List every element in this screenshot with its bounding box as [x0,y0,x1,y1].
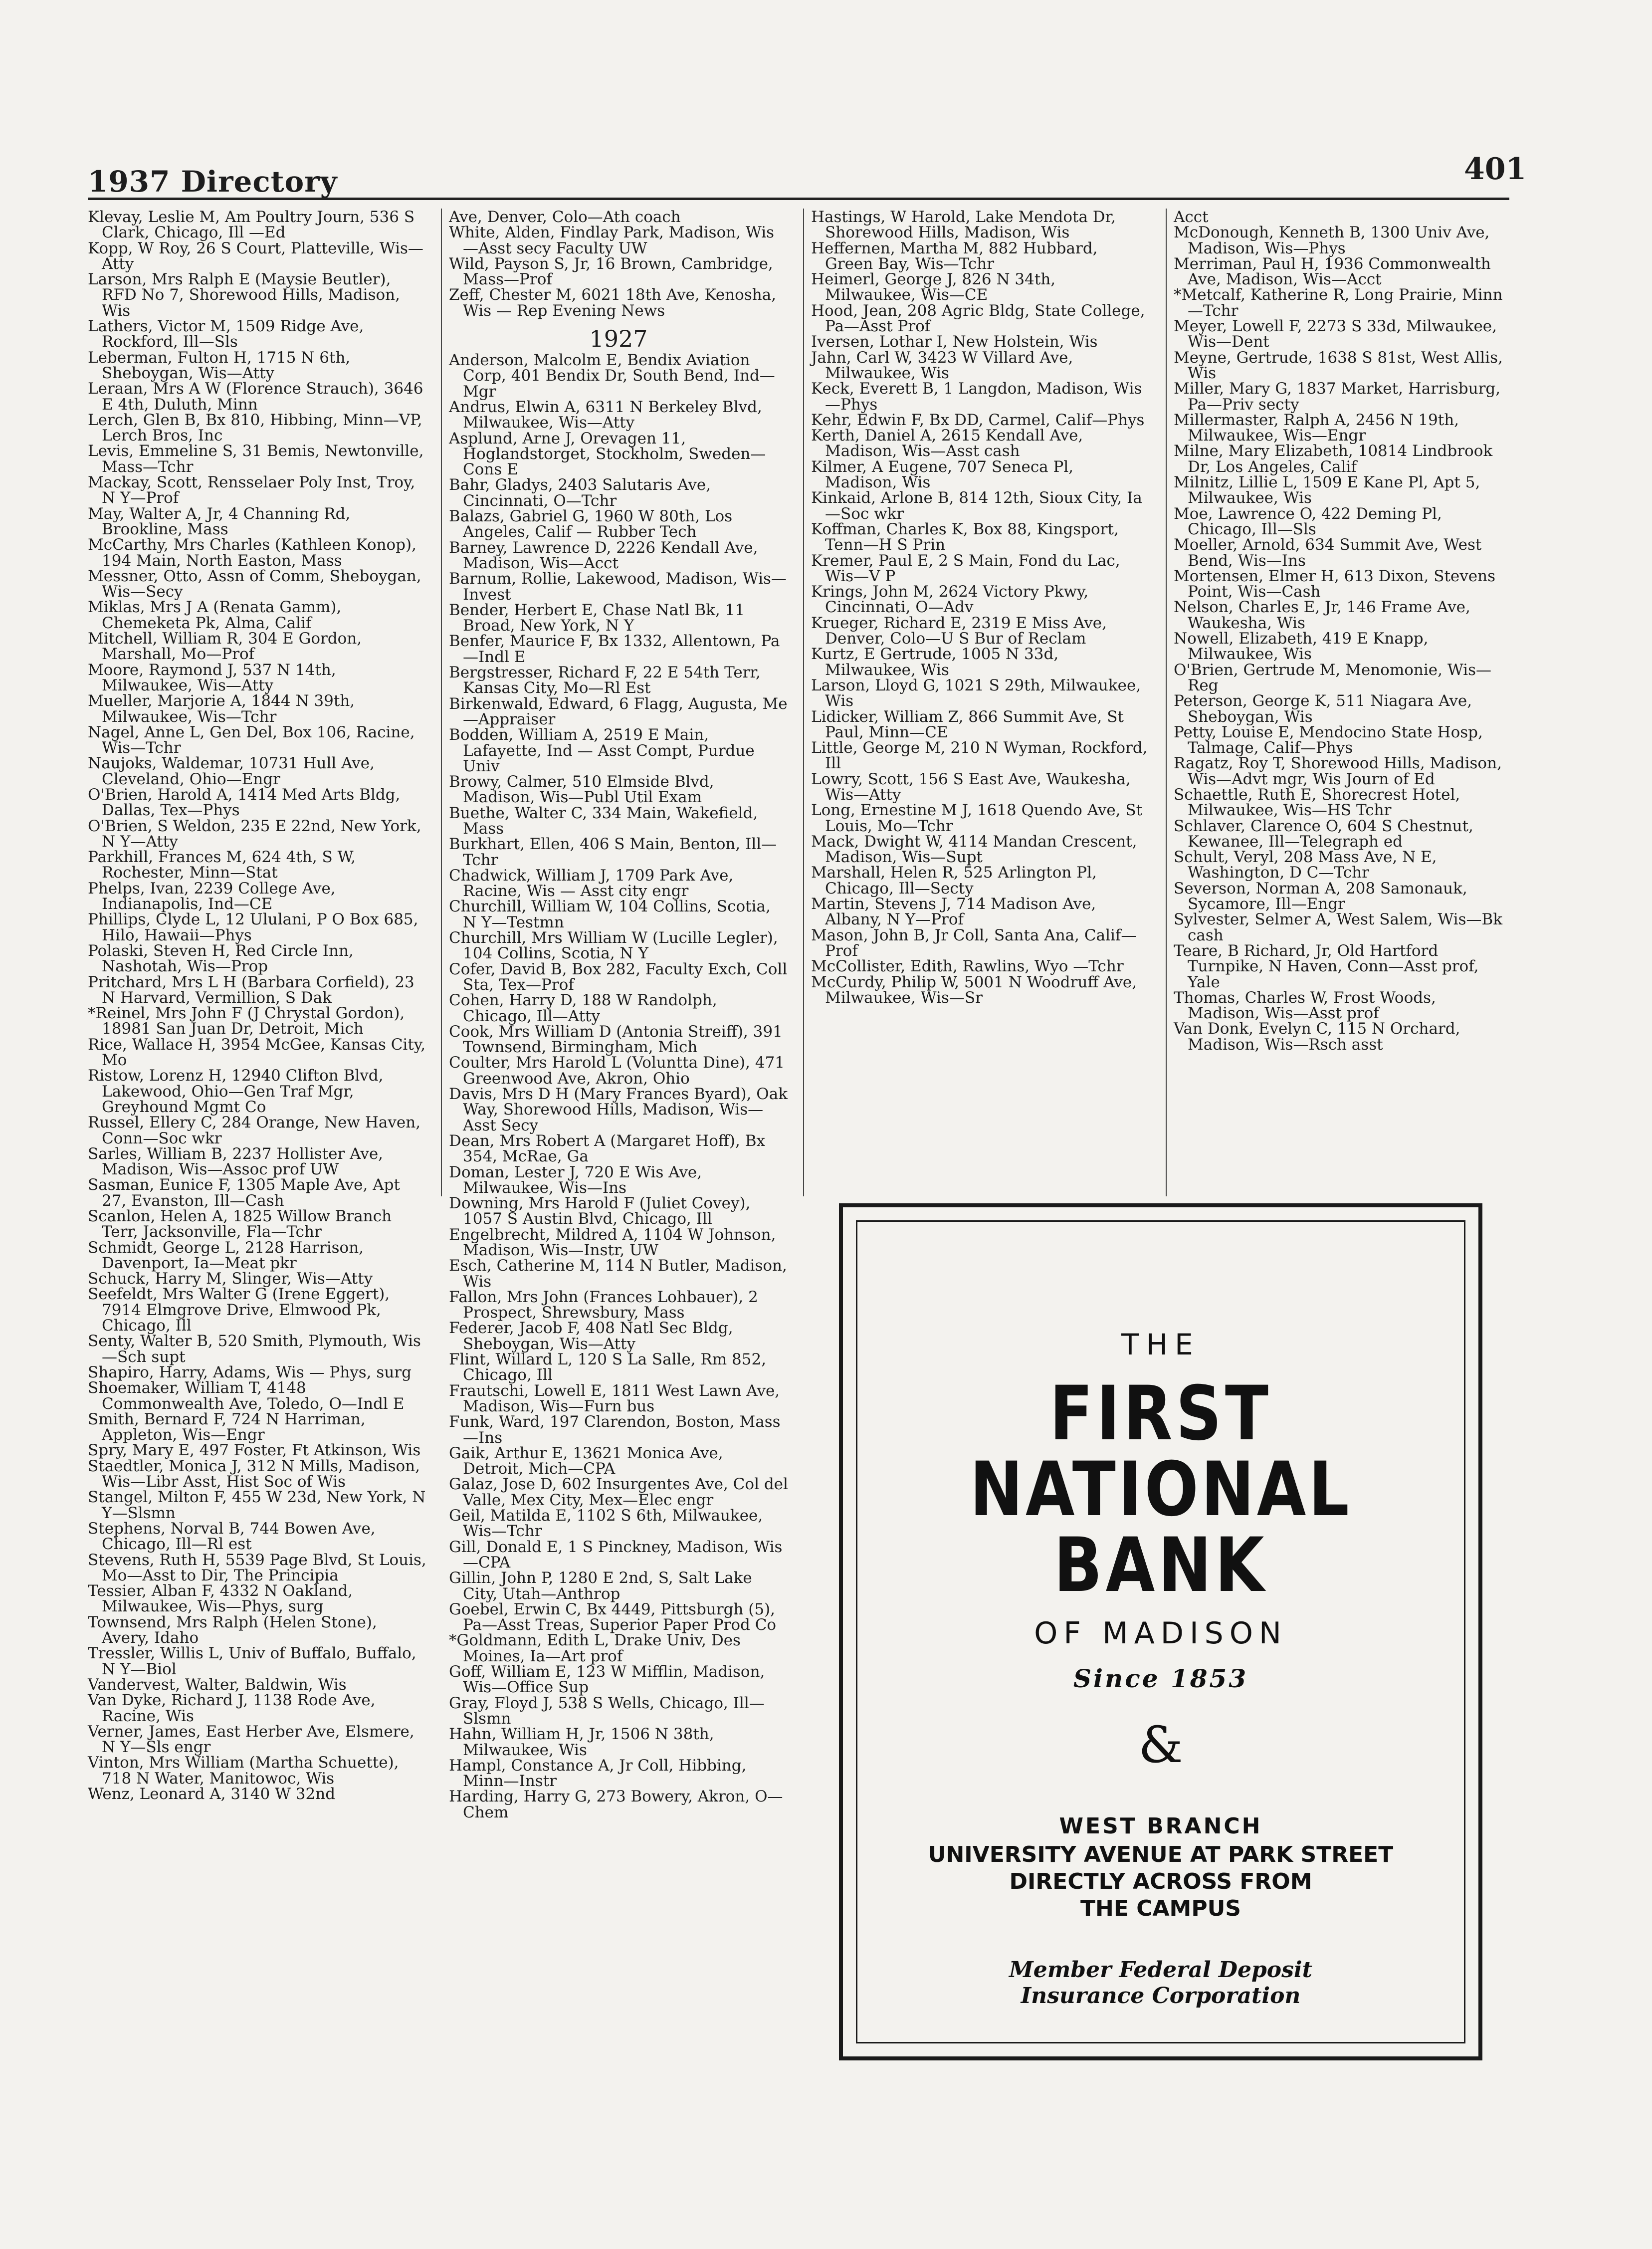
directory-entry: Federer, Jacob F, 408 Natl Sec Bldg, Sheboygan, Wis—Atty [449,1319,733,1353]
directory-entry: Zeff, Chester M, 6021 18th Ave, Kenosha, Wis — Rep Evening News [449,286,777,320]
directory-entry: Little, George M, 210 N Wyman, Rockford, Ill [811,739,1148,773]
header-rule [88,198,1509,200]
directory-entry: Rice, Wallace H, 3954 McGee, Kansas City, Mo [88,1035,426,1070]
directory-entry: *Goldmann, Edith L, Drake Univ, Des Moines, Ia—Art prof [449,1631,741,1665]
directory-entry: *Reinel, Mrs John F (J Chrystal Gordon), 18981 San Juan Dr, Detroit, Mich [88,1004,405,1038]
directory-entry: Stangel, Milton F, 455 W 23d, New York, N Y—Slsmn [88,1488,426,1522]
directory-entry: *Metcalf, Katherine R, Long Prairie, Minn—Tchr [1174,286,1503,320]
class-year-heading: 1927 [589,325,648,353]
directory-entry: Esch, Catherine M, 114 N Butler, Madison, Wis [449,1257,787,1291]
directory-entry: Lerch, Glen B, Bx 810, Hibbing, Minn—VP, Lerch Bros, Inc [88,411,422,445]
directory-entry: Balazs, Gabriel G, 1960 W 80th, Los Angeles, Calif — Rubber Tech [449,507,733,541]
directory-entry: Russel, Ellery C, 284 Orange, New Haven, Conn—Soc wkr [88,1114,421,1147]
directory-entry: Leberman, Fulton H, 1715 N 6th, Sheboygan, Wis—Atty [88,348,351,382]
directory-entry: Sarles, William B, 2237 Hollister Ave, Madison, Wis—Assoc prof UW [88,1144,384,1179]
directory-entry: Bodden, William A, 2519 E Main, Lafayette, Ind — Asst Compt, Purdue Univ [449,726,755,775]
directory-entry: O'Brien, Gertrude M, Menomonie, Wis—Reg [1174,661,1491,694]
directory-entry: Martin, Stevens J, 714 Madison Ave, Albany, N Y—Prof [811,895,1096,929]
directory-entry: Benfer, Maurice F, Bx 1332, Allentown, Pa—Indl E [449,632,780,666]
ad-since: Since 1853 [1073,1664,1248,1693]
directory-entry: Klevay, Leslie M, Am Poultry Journ, 536 S Clark, Chicago, Ill —Ed [88,208,415,242]
directory-entry: Meyne, Gertrude, 1638 S 81st, West Allis, Wis [1174,348,1503,382]
directory-entry: Shoemaker, William T, 4148 Commonwealth Ave, Toledo, O—Indl E [88,1379,405,1413]
directory-entry: Wenz, Leonard A, 3140 W 32nd [88,1785,336,1803]
directory-entry: Merriman, Paul H, 1936 Commonwealth Ave, Madison, Wis—Acct [1174,254,1491,289]
directory-entry: Andrus, Elwin A, 6311 N Berkeley Blvd, Milwaukee, Wis—Atty [449,398,762,432]
directory-entry: Frautschi, Lowell E, 1811 West Lawn Ave, Madison, Wis—Furn bus [449,1381,780,1415]
directory-entry: Stephens, Norval B, 744 Bowen Ave, Chicago, Ill—Rl est [88,1519,376,1554]
directory-entry: Ragatz, Roy T, Shorewood Hills, Madison, Wis—Advt mgr, Wis Journ of Ed [1174,754,1502,788]
directory-entry: Kehr, Edwin F, Bx DD, Carmel, Calif—Phys [811,411,1145,429]
directory-entry: Harding, Harry G, 273 Bowery, Akron, O—Chem [449,1788,783,1821]
bank-ad-inner-frame [856,1220,1465,2043]
directory-entry: Kremer, Paul E, 2 S Main, Fond du Lac, Wis—V P [811,551,1120,585]
directory-entry: White, Alden, Findlay Park, Madison, Wis—Asst secy Faculty UW [449,224,775,257]
ad-branch: WEST BRANCH [1059,1813,1262,1839]
directory-entry: Moore, Raymond J, 537 N 14th, Milwaukee, Wis—Atty [88,661,336,694]
directory-entry: Krueger, Richard E, 2319 E Miss Ave, Denver, Colo—U S Bur of Reclam [811,614,1107,648]
directory-entry: Ave, Denver, Colo—Ath coach [449,208,681,226]
directory-entry: Smith, Bernard F, 724 N Harriman, Appleton, Wis—Engr [88,1410,366,1444]
directory-entry: Krings, John M, 2624 Victory Pkwy, Cincinnati, O—Adv [811,583,1089,617]
directory-entry: Marshall, Helen R, 525 Arlington Pl, Chicago, Ill—Secty [811,864,1097,898]
directory-entry: Koffman, Charles K, Box 88, Kingsport, Tenn—H S Prin [811,520,1119,554]
directory-entry: Buethe, Walter C, 334 Main, Wakefield, Mass [449,804,758,838]
directory-entry: Phelps, Ivan, 2239 College Ave, Indianapolis, Ind—CE [88,879,336,913]
ad-fdic-line1: Member Federal Deposit [1009,1957,1312,1983]
directory-entry: Messner, Otto, Assn of Comm, Sheboygan, Wis—Secy [88,567,421,601]
directory-entry: Schlaver, Clarence O, 604 S Chestnut, Kewanee, Ill—Telegraph ed [1174,817,1473,851]
ad-address-line2: DIRECTLY ACROSS FROM [1009,1869,1312,1894]
directory-entry: Ristow, Lorenz H, 12940 Clifton Blvd, Lakewood, Ohio—Gen Traf Mgr, Greyhound Mgmt Co [88,1067,384,1116]
directory-entry: Cook, Mrs William D (Antonia Streiff), 391 Townsend, Birmingham, Mich [449,1022,783,1057]
directory-column-4 [1174,210,1513,1053]
ad-ornament-icon: & [1138,1716,1183,1774]
ad-of-madison: OF MADISON [1034,1616,1287,1651]
directory-entry: Larson, Mrs Ralph E (Maysie Beutler), RFD No 7, Shorewood Hills, Madison, Wis [88,270,400,320]
directory-entry: Lidicker, William Z, 866 Summit Ave, St Paul, Minn—CE [811,707,1124,741]
bank-advertisement [839,1203,1482,2060]
directory-entry: Milnitz, Lillie L, 1509 E Kane Pl, Apt 5, Milwaukee, Wis [1174,473,1480,507]
directory-entry: O'Brien, S Weldon, 235 E 22nd, New York, N Y—Atty [88,817,421,851]
directory-entry: Kurtz, E Gertrude, 1005 N 33d, Milwaukee, Wis [811,645,1059,679]
directory-entry: Gillin, John P, 1280 E 2nd, S, Salt Lake City, Utah—Anthrop [449,1569,752,1603]
directory-column-3 [811,210,1150,1006]
directory-entry: Millermaster, Ralph A, 2456 N 19th, Milwaukee, Wis—Engr [1174,411,1459,445]
directory-entry: Levis, Emmeline S, 31 Bemis, Newtonville, Mass—Tchr [88,442,424,476]
directory-entry: Bergstresser, Richard F, 22 E 54th Terr, Kansas City, Mo—Rl Est [449,664,761,697]
directory-entry: Browy, Calmer, 510 Elmside Blvd, Madison, Wis—Publ Util Exam [449,773,714,807]
directory-entry: Naujoks, Waldemar, 10731 Hull Ave, Cleveland, Ohio—Engr [88,754,375,788]
directory-entry: Nowell, Elizabeth, 419 E Knapp, Milwaukee, Wis [1174,630,1429,664]
directory-entry: Van Donk, Evelyn C, 115 N Orchard, Madison, Wis—Rsch asst [1174,1020,1460,1054]
directory-entry: Doman, Lester J, 720 E Wis Ave, Milwaukee, Wis—Ins [449,1163,702,1197]
directory-entry: Hahn, William H, Jr, 1506 N 38th, Milwaukee, Wis [449,1725,714,1759]
directory-entry: Hood, Jean, 208 Agric Bldg, State College, Pa—Asst Prof [811,301,1145,336]
directory-entry: Asplund, Arne J, Orevagen 11, Hoglandstorget, Stockholm, Sweden—Cons E [449,429,766,479]
ad-fdic [857,1957,1464,2009]
directory-entry: Vinton, Mrs William (Martha Schuette), 718 N Water, Manitowoc, Wis [88,1754,399,1788]
directory-entry: Scanlon, Helen A, 1825 Willow Branch Terr, Jacksonville, Fla—Tchr [88,1207,392,1241]
directory-entry: Sylvester, Selmer A, West Salem, Wis—Bk cash [1174,910,1503,944]
directory-entry: Lowry, Scott, 156 S East Ave, Waukesha, Wis—Atty [811,770,1131,804]
directory-entry: Meyer, Lowell F, 2273 S 33d, Milwaukee, Wis—Dent [1174,317,1497,351]
directory-entry: Gray, Floyd J, 538 S Wells, Chicago, Ill—Slsmn [449,1694,765,1728]
directory-entry: Polaski, Steven H, Red Circle Inn, Nashotah, Wis—Prop [88,941,354,976]
directory-entry: Pritchard, Mrs L H (Barbara Corfield), 23 N Harvard, Vermillion, S Dak [88,973,414,1007]
directory-entry: McCollister, Edith, Rawlins, Wyo —Tchr [811,957,1124,976]
page-number: 401 [1464,152,1527,187]
column-divider [1166,209,1167,1196]
directory-entry: Mason, John B, Jr Coll, Santa Ana, Calif—Prof [811,926,1137,960]
directory-entry: McDonough, Kenneth B, 1300 Univ Ave, Madison, Wis—Phys [1174,224,1490,257]
directory-entry: Schmidt, George L, 2128 Harrison, Davenport, Ia—Meat pkr [88,1238,364,1272]
directory-entry: Mortensen, Elmer H, 613 Dixon, Stevens Point, Wis—Cash [1174,567,1496,601]
directory-entry: Seefeldt, Mrs Walter G (Irene Eggert), 7914 Elmgrove Drive, Elmwood Pk, Chicago, Ill [88,1285,390,1335]
ad-address [857,1841,1464,1922]
directory-entry: Galaz, Jose D, 602 Insurgentes Ave, Col del Valle, Mex City, Mex—Elec engr [449,1475,788,1509]
directory-entry: Keck, Everett B, 1 Langdon, Madison, Wis—Phys [811,380,1142,414]
directory-entry: Spry, Mary E, 497 Foster, Ft Atkinson, Wis [88,1441,421,1460]
directory-entry: Coulter, Mrs Harold L (Voluntta Dine), 471 Greenwood Ave, Akron, Ohio [449,1054,785,1088]
directory-entry: Long, Ernestine M J, 1618 Quendo Ave, St Louis, Mo—Tchr [811,801,1143,835]
directory-entry: Cohen, Harry D, 188 W Randolph, Chicago, Ill—Atty [449,991,717,1025]
directory-entry: Senty, Walter B, 520 Smith, Plymouth, Wis—Sch supt [88,1332,421,1366]
directory-entry: Heimerl, George J, 826 N 34th, Milwaukee, Wis—CE [811,270,1056,304]
ad-bank-name-first: FIRST [1049,1370,1272,1457]
directory-entry: Teare, B Richard, Jr, Old Hartford Turnpike, N Haven, Conn—Asst prof, Yale [1174,941,1479,991]
directory-entry: Tessier, Alban F, 4332 N Oakland, Milwaukee, Wis—Phys, surg [88,1582,353,1616]
page-header-title: 1937 Directory [88,165,338,199]
directory-entry: Goff, William E, 123 W Mifflin, Madison, Wis—Office Sup [449,1663,765,1697]
directory-entry: Kinkaid, Arlone B, 814 12th, Sioux City, Ia—Soc wkr [811,489,1142,523]
directory-entry: Larson, Lloyd G, 1021 S 29th, Milwaukee, Wis [811,676,1141,710]
directory-entry: Barnum, Rollie, Lakewood, Madison, Wis—Invest [449,570,787,604]
directory-column-1 [88,210,427,1802]
directory-entry: Schaettle, Ruth E, Shorecrest Hotel, Milwaukee, Wis—HS Tchr [1174,785,1460,820]
directory-entry: McCarthy, Mrs Charles (Kathleen Konop), 194 Main, North Easton, Mass [88,536,416,570]
directory-entry: Engelbrecht, Mildred A, 1104 W Johnson, Madison, Wis—Instr, UW [449,1225,776,1259]
directory-entry: Cofer, David B, Box 282, Faculty Exch, Coll Sta, Tex—Prof [449,960,788,994]
directory-entry: Tressler, Willis L, Univ of Buffalo, Buffalo, N Y—Biol [88,1644,416,1678]
directory-entry: May, Walter A, Jr, 4 Channing Rd, Brookline, Mass [88,504,351,538]
directory-entry: O'Brien, Harold A, 1414 Med Arts Bldg, Dallas, Tex—Phys [88,785,401,820]
directory-entry: Burkhart, Ellen, 406 S Main, Benton, Ill—Tchr [449,835,777,869]
ad-fdic-line2: Insurance Corporation [1021,1983,1301,2009]
directory-entry: Mackay, Scott, Rensselaer Poly Inst, Troy, N Y—Prof [88,473,415,507]
directory-entry: Miller, Mary G, 1837 Market, Harrisburg, Pa—Priv secty [1174,380,1501,414]
directory-entry: Gaik, Arthur E, 13621 Monica Ave, Detroit, Mich—CPA [449,1444,723,1478]
directory-entry: Flint, Willard L, 120 S La Salle, Rm 852, Chicago, Ill [449,1350,767,1384]
directory-entry: Shapiro, Harry, Adams, Wis — Phys, surg [88,1363,412,1381]
directory-column-2 [449,210,788,1820]
directory-entry: Lathers, Victor M, 1509 Ridge Ave, Rockford, Ill—Sls [88,317,364,351]
directory-entry: Bender, Herbert E, Chase Natl Bk, 11 Broad, New York, N Y [449,601,745,635]
ad-the: THE [1121,1328,1200,1361]
directory-entry: Downing, Mrs Harold F (Juliet Covey), 1057 S Austin Blvd, Chicago, Ill [449,1194,751,1228]
directory-entry: Davis, Mrs D H (Mary Frances Byard), Oak Way, Shorewood Hills, Madison, Wis—Asst Secy [449,1085,788,1134]
directory-entry: Kopp, W Roy, 26 S Court, Platteville, Wis—Atty [88,239,423,273]
directory-entry: Fallon, Mrs John (Frances Lohbauer), 2 Prospect, Shrewsbury, Mass [449,1288,758,1322]
ad-address-line1: UNIVERSITY AVENUE AT PARK STREET [928,1842,1394,1867]
ad-address-line3: THE CAMPUS [1080,1896,1241,1921]
directory-entry: Nagel, Anne L, Gen Del, Box 106, Racine, Wis—Tchr [88,723,415,757]
directory-entry: Barney, Lawrence D, 2226 Kendall Ave, Madison, Wis—Acct [449,538,758,572]
directory-entry: Nelson, Charles E, Jr, 146 Frame Ave, Waukesha, Wis [1174,598,1470,632]
directory-entry: Gill, Donald E, 1 S Pinckney, Madison, Wis—CPA [449,1538,783,1572]
directory-entry: Anderson, Malcolm E, Bendix Aviation Corp, 401 Bendix Dr, South Bend, Ind—Mgr [449,351,775,401]
directory-entry: Sasman, Eunice F, 1305 Maple Ave, Apt 27, Evanston, Ill—Cash [88,1176,400,1210]
directory-entry: Birkenwald, Edward, 6 Flagg, Augusta, Me—Appraiser [449,694,788,728]
directory-entry: Petty, Louise E, Mendocino State Hosp, Talmage, Calif—Phys [1174,723,1483,757]
directory-entry: Geil, Matilda E, 1102 S 6th, Milwaukee, Wis—Tchr [449,1507,763,1541]
directory-entry: Mueller, Marjorie A, 1844 N 39th, Milwaukee, Wis—Tchr [88,692,355,726]
directory-entry: Van Dyke, Richard J, 1138 Rode Ave, Racine, Wis [88,1691,376,1725]
directory-entry: Mack, Dwight W, 4114 Mandan Crescent, Madison, Wis—Supt [811,832,1137,867]
directory-entry: Schuck, Harry M, Slinger, Wis—Atty [88,1270,373,1288]
directory-entry: Funk, Ward, 197 Clarendon, Boston, Mass—Ins [449,1413,781,1447]
directory-entry: Bahr, Gladys, 2403 Salutaris Ave, Cincinnati, O—Tchr [449,476,711,510]
directory-entry: Iversen, Lothar I, New Holstein, Wis [811,333,1098,351]
directory-entry: Goebel, Erwin C, Bx 4449, Pittsburgh (5), Pa—Asst Treas, Superior Paper Prod Co [449,1600,777,1634]
directory-entry: Heffernen, Martha M, 882 Hubbard, Green Bay, Wis—Tchr [811,239,1098,273]
directory-entry: Miklas, Mrs J A (Renata Gamm), Chemeketa Pk, Alma, Calif [88,598,342,632]
directory-entry: Severson, Norman A, 208 Samonauk, Sycamore, Ill—Engr [1174,879,1467,913]
directory-entry: Kerth, Daniel A, 2615 Kendall Ave, Madison, Wis—Asst cash [811,427,1083,460]
directory-entry: Vandervest, Walter, Baldwin, Wis [88,1675,347,1694]
directory-entry: Churchill, William W, 104 Collins, Scotia, N Y—Testmn [449,898,771,931]
ad-bank-name-national: NATIONAL [970,1446,1352,1533]
directory-entry: Mitchell, William R, 304 E Gordon, Marshall, Mo—Prof [88,630,362,664]
directory-entry: Kilmer, A Eugene, 707 Seneca Pl, Madison, Wis [811,457,1074,492]
directory-entry: Hastings, W Harold, Lake Mendota Dr, Shorewood Hills, Madison, Wis [811,208,1116,242]
directory-entry: Moe, Lawrence O, 422 Deming Pl, Chicago, Ill—Sls [1174,504,1442,538]
directory-entry: Moeller, Arnold, 634 Summit Ave, West Bend, Wis—Ins [1174,536,1482,570]
directory-entry: Thomas, Charles W, Frost Woods, Madison, Wis—Asst prof [1174,988,1436,1023]
directory-entry: Verner, James, East Herber Ave, Elsmere, N Y—Sls engr [88,1722,414,1757]
directory-entry: Churchill, Mrs William W (Lucille Legler), 104 Collins, Scotia, N Y [449,929,778,963]
directory-entry: Leraan, Mrs A W (Florence Strauch), 3646 E 4th, Duluth, Minn [88,380,423,414]
directory-entry: Schult, Veryl, 208 Mass Ave, N E, Washington, D C—Tchr [1174,848,1437,882]
ad-bank-name-bank: BANK [1053,1522,1268,1609]
directory-entry: Hampl, Constance A, Jr Coll, Hibbing, Minn—Instr [449,1756,747,1791]
directory-entry: Parkhill, Frances M, 624 4th, S W, Rochester, Minn—Stat [88,848,356,882]
column-divider [441,209,442,1196]
directory-entry: Dean, Mrs Robert A (Margaret Hoff), Bx 354, McRae, Ga [449,1131,765,1166]
directory-entry: Chadwick, William J, 1709 Park Ave, Racine, Wis — Asst city engr [449,866,734,900]
directory-entry: Jahn, Carl W, 3423 W Villard Ave, Milwaukee, Wis [811,348,1073,382]
directory-entry: Townsend, Mrs Ralph (Helen Stone), Avery, Idaho [88,1613,377,1647]
directory-entry: Peterson, George K, 511 Niagara Ave, Sheboygan, Wis [1174,692,1472,726]
directory-entry: Staedtler, Monica J, 312 N Mills, Madison, Wis—Libr Asst, Hist Soc of Wis [88,1457,420,1491]
directory-entry: Stevens, Ruth H, 5539 Page Blvd, St Louis, Mo—Asst to Dir, The Principia [88,1551,426,1584]
directory-entry: Acct [1174,208,1209,226]
column-divider [803,209,804,1196]
directory-entry: Milne, Mary Elizabeth, 10814 Lindbrook Dr, Los Angeles, Calif [1174,442,1493,476]
directory-entry: McCurdy, Philip W, 5001 N Woodruff Ave, Milwaukee, Wis—Sr [811,973,1137,1007]
directory-entry: Phillips, Clyde L, 12 Ululani, P O Box 685, Hilo, Hawaii—Phys [88,910,418,944]
directory-entry: Wild, Payson S, Jr, 16 Brown, Cambridge, Mass—Prof [449,254,773,289]
